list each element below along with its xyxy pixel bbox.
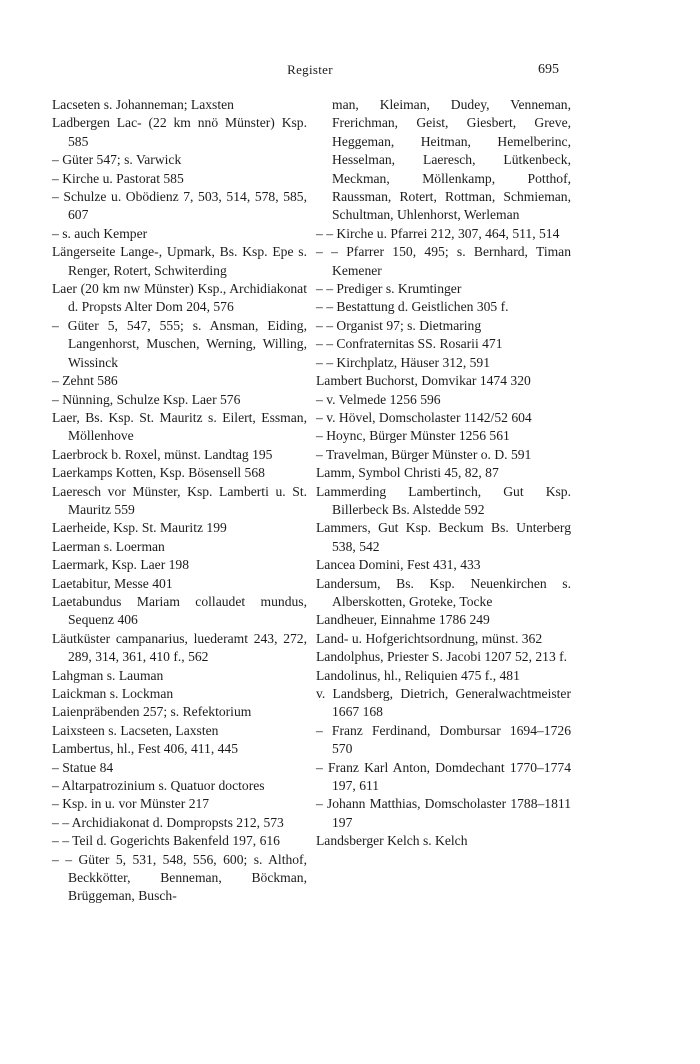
index-entry: – Franz Ferdinand, Dombursar 1694–1726 570: [316, 722, 571, 757]
index-entry: Landsberger Kelch s. Kelch: [316, 833, 468, 849]
index-entry: – – Prediger s. Krumtinger: [316, 281, 462, 297]
index-entry: – Güter 5, 547, 555; s. Ansman, Eiding, Langenhorst, Muschen, Werning, Willing, Wissinck: [52, 317, 307, 370]
index-entry: Lacseten s. Johanneman; Laxsten: [52, 97, 234, 112]
index-entry: Laerheide, Ksp. St. Mauritz 199: [52, 520, 227, 536]
index-entry: – s. auch Kemper: [52, 225, 148, 241]
index-entry: Laickman s. Lockman: [52, 686, 174, 701]
index-entry: Lambertus, hl., Fest 406, 411, 445: [52, 741, 239, 757]
index-entry: – v. Velmede 1256 596: [316, 391, 441, 407]
index-entry: – Kirche u. Pastorat 585: [52, 170, 184, 186]
index-entry: Laetabitur, Messe 401: [52, 575, 173, 591]
index-entry: Lammerding Lambertinch, Gut Ksp. Billerbeck Bs. Alstedde 592: [316, 483, 571, 517]
index-entry: – Franz Karl Anton, Domdechant 1770–1774 197, 611: [316, 759, 571, 794]
index-entry: – Statue 84: [52, 759, 114, 775]
index-entry: v. Landsberg, Dietrich, Generalwachtmeister 1667 168: [316, 686, 571, 720]
running-head-title: Register: [287, 62, 333, 77]
index-entry: – Schulze u. Obödienz 7, 503, 514, 578, 585, 607: [52, 189, 307, 223]
index-entry: Lamm, Symbol Christi 45, 82, 87: [316, 465, 499, 481]
index-entry: – – Organist 97; s. Dietmaring: [316, 317, 482, 333]
index-entry: Läutküster campanarius, luederamt 243, 272, 289, 314, 361, 410 f., 562: [52, 630, 307, 665]
index-entry: – – Archidiakonat d. Dompropsts 212, 573: [52, 814, 284, 830]
index-entry: Landersum, Bs. Ksp. Neuenkirchen s. Alberskotten, Groteke, Tocke: [316, 575, 571, 609]
index-entry: – – Teil d. Gogerichts Bakenfeld 197, 616: [52, 833, 280, 849]
index-entry: Landolphus, Priester S. Jacobi 1207 52, 213 f.: [316, 649, 568, 665]
index-column-right: [316, 96, 571, 851]
index-entry: Laer (20 km nw Münster) Ksp., Archidiakonat d. Propsts Alter Dom 204, 576: [52, 281, 307, 315]
index-entry: Längerseite Lange-, Upmark, Bs. Ksp. Epe s. Renger, Rotert, Schwiterding: [52, 244, 307, 278]
index-entry: – v. Hövel, Domscholaster 1142/52 604: [316, 409, 532, 425]
index-entry: Laeresch vor Münster, Ksp. Lamberti u. St. Mauritz 559: [52, 483, 307, 517]
index-entry: Ladbergen Lac- (22 km nnö Münster) Ksp. 585: [52, 115, 307, 149]
index-entry: Laer, Bs. Ksp. St. Mauritz s. Eilert, Essman, Möllenhove: [52, 409, 307, 444]
index-entry: Lambert Buchorst, Domvikar 1474 320: [316, 373, 531, 389]
index-entry: Laerkamps Kotten, Ksp. Bösensell 568: [52, 465, 265, 481]
running-head: [0, 62, 700, 82]
index-entry: – Johann Matthias, Domscholaster 1788–1811 197: [316, 796, 571, 830]
index-entry: Laermark, Ksp. Laer 198: [52, 557, 190, 573]
index-entry: – Zehnt 586: [52, 373, 118, 389]
index-entry: – Altarpatrozinium s. Quatuor doctores: [52, 778, 265, 794]
index-entry: Laerman s. Loerman: [52, 538, 165, 554]
index-entry: – Ksp. in u. vor Münster 217: [52, 796, 210, 812]
index-entry: – Nünning, Schulze Ksp. Laer 576: [52, 391, 241, 407]
index-entry: – – Kirchplatz, Häuser 312, 591: [316, 354, 491, 370]
index-entry-continuation: man, Kleiman, Dudey, Venneman, Frerichman, Geist, Giesbert, Greve, Heggeman, Heitman, Hemelberinc, Hesselman, Laeresch, Lütkenbeck, Meckman, Möllenkamp, Potthof, Raussman, Rotert, Rottman, Schmieman, Schultman, Uhlenhorst, Werleman: [332, 97, 571, 223]
index-entry: Landheuer, Einnahme 1786 249: [316, 612, 490, 628]
index-entry: – – Kirche u. Pfarrei 212, 307, 464, 511, 514: [316, 225, 560, 241]
index-entry: Land- u. Hofgerichtsordnung, münst. 362: [316, 630, 543, 646]
index-entry: – – Confraternitas SS. Rosarii 471: [316, 336, 503, 352]
index-entry: Lahgman s. Lauman: [52, 667, 164, 683]
index-entry: Laienpräbenden 257; s. Refektorium: [52, 704, 252, 720]
index-entry: Landolinus, hl., Reliquien 475 f., 481: [316, 667, 520, 683]
index-entry: Lancea Domini, Fest 431, 433: [316, 557, 481, 573]
index-entry: Laixsteen s. Lacseten, Laxsten: [52, 722, 219, 738]
index-entry: Lammers, Gut Ksp. Beckum Bs. Unterberg 538, 542: [316, 520, 571, 554]
index-entry: – – Pfarrer 150, 495; s. Bernhard, Timan Kemener: [316, 244, 571, 278]
index-entry: – – Bestattung d. Geistlichen 305 f.: [316, 299, 509, 315]
index-entry: – – Güter 5, 531, 548, 556, 600; s. Althof, Beckkötter, Benneman, Böckman, Brüggeman, Busch-: [52, 851, 307, 904]
index-entry: – Hoync, Bürger Münster 1256 561: [316, 428, 510, 444]
page-number: 695: [538, 62, 559, 77]
index-entry: Laetabundus Mariam collaudet mundus, Sequenz 406: [52, 593, 307, 628]
index-column-left: [52, 96, 307, 906]
index-entry: Laerbrock b. Roxel, münst. Landtag 195: [52, 446, 273, 462]
index-entry: – Güter 547; s. Varwick: [52, 152, 182, 168]
index-entry: – Travelman, Bürger Münster o. D. 591: [316, 446, 532, 462]
